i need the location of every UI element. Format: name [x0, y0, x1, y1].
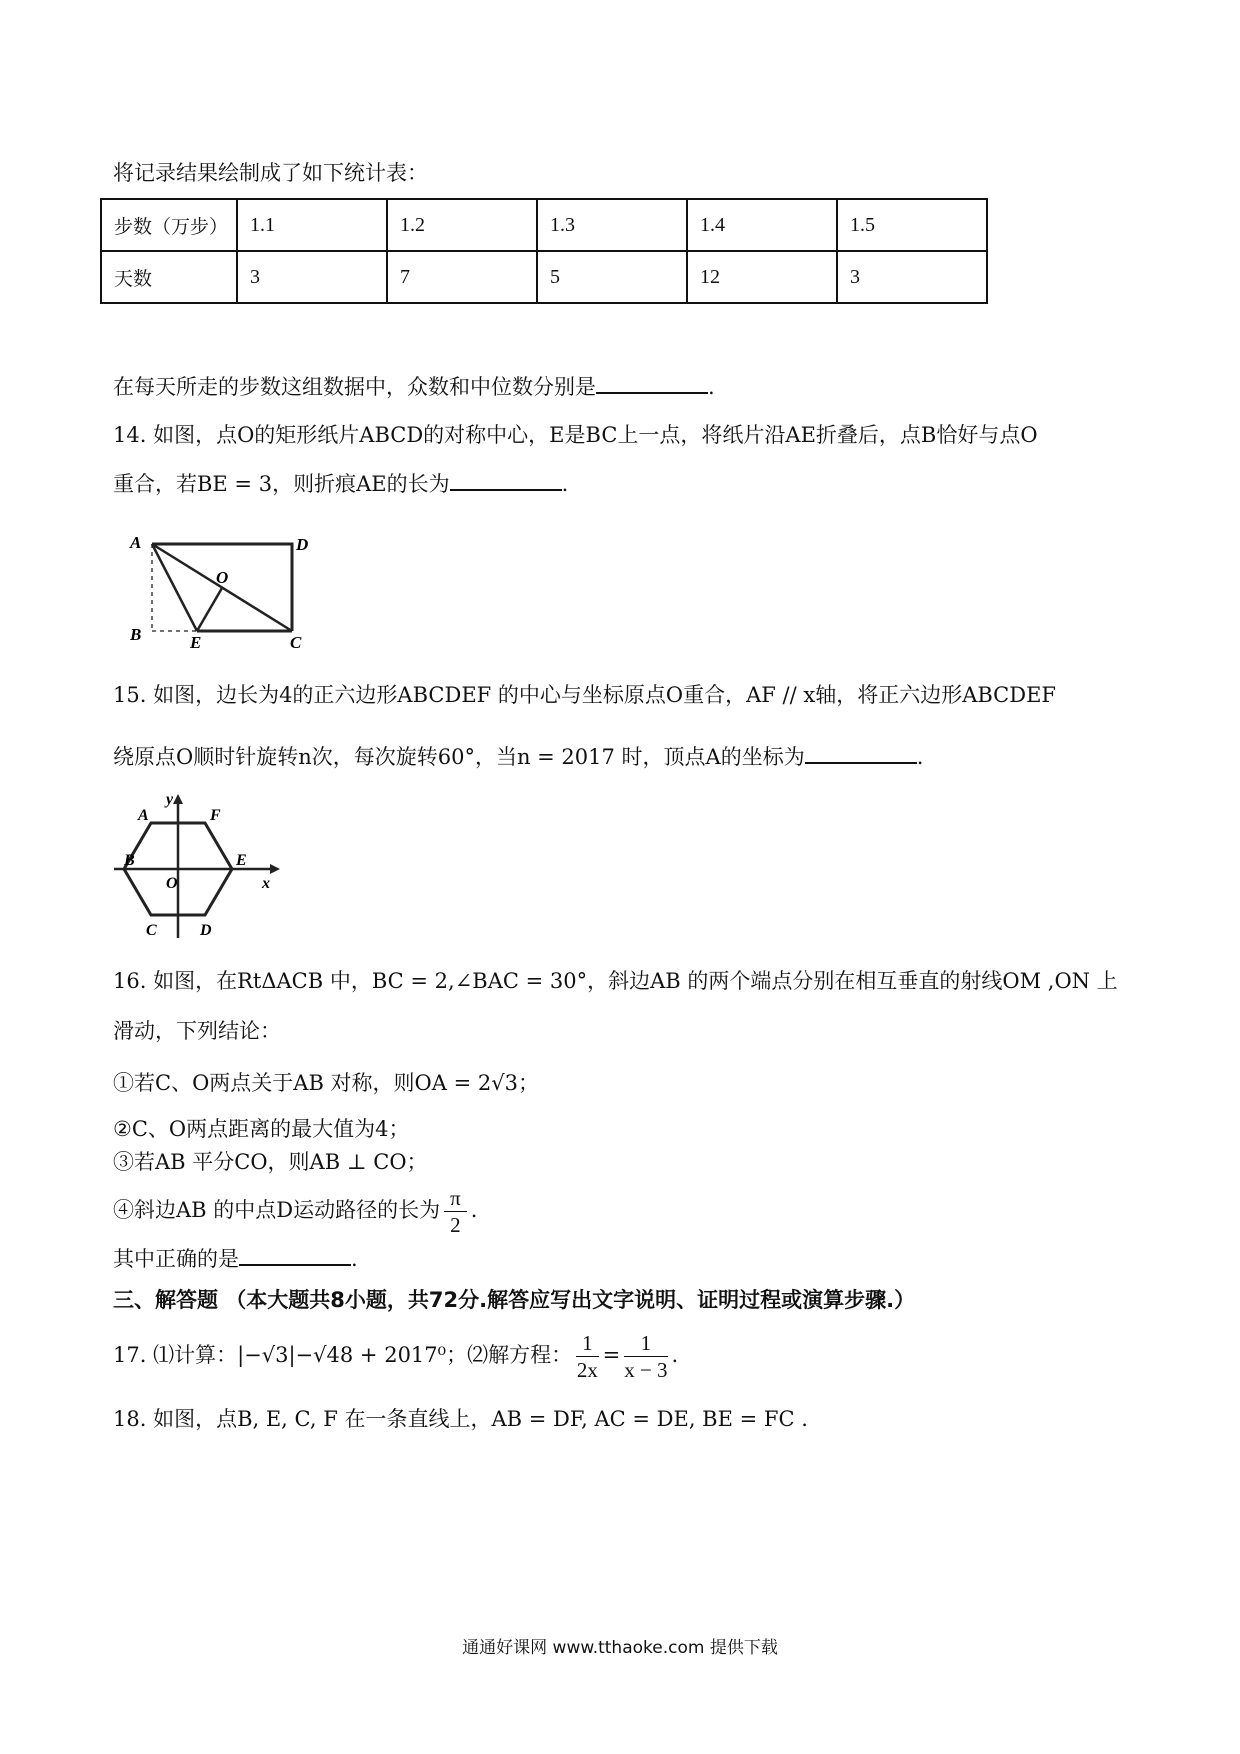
- answer-blank: [450, 467, 562, 491]
- table-cell: 1.4: [687, 199, 837, 251]
- fraction-denominator: 2: [450, 1213, 461, 1237]
- q15-line1: 15. 如图，边长为4的正六边形ABCDEF 的中心与坐标原点O重合，AF // x轴，将正六边形ABCDEF: [113, 683, 1056, 707]
- fraction-numerator: π: [444, 1185, 467, 1212]
- fraction-rhs: [624, 1330, 667, 1383]
- fig-label: D: [296, 535, 309, 554]
- section-heading: 三、解答题 （本大题共8小题，共72分.解答应写出文字说明、证明过程或演算步骤.）: [113, 1288, 916, 1312]
- footer: 通通好课网 www.tthaoke.com 提供下载: [462, 1638, 778, 1658]
- fig-label: E: [190, 633, 202, 648]
- stats-table: [100, 198, 988, 304]
- q14-figure: [120, 528, 320, 648]
- q16-conclusion-3: ③若AB 平分CO，则AB ⊥ CO；: [113, 1150, 428, 1174]
- fig-label: A: [138, 807, 149, 824]
- q17: 17. ⑴计算：|−√3|−√48 + 2017⁰；⑵解方程： $\frac{1}{2x}$ = $\frac{1}{x - 3}$ .: [113, 1331, 679, 1382]
- q16-line1: 16. 如图，在RtΔACB 中，BC = 2,∠BAC = 30°，斜边AB 的两个端点分别在相互垂直的射线OM ,ON 上: [113, 969, 1118, 993]
- q13-text: 在每天所走的步数这组数据中，众数和中位数分别是: [113, 375, 596, 399]
- q16-line2: 滑动，下列结论：: [113, 1019, 281, 1043]
- table-cell: 3: [237, 251, 387, 303]
- table-cell: 12: [687, 251, 837, 303]
- fig-label: D: [200, 922, 212, 939]
- fig-label: O: [216, 568, 229, 587]
- table-cell: 5: [537, 251, 687, 303]
- q17-text: 17. ⑴计算：|−√3|−√48 + 2017⁰；⑵解方程：: [113, 1343, 573, 1367]
- table-cell: 步数（万步）: [101, 199, 237, 251]
- q16-tail-text: 其中正确的是: [113, 1247, 239, 1271]
- q16-conclusion-2: ②C、O两点距离的最大值为4；: [113, 1117, 410, 1141]
- fig-label: A: [130, 533, 142, 552]
- fig-label: F: [210, 807, 221, 824]
- fraction-denominator: 2x: [576, 1358, 598, 1382]
- intro-text: 将记录结果绘制成了如下统计表：: [113, 161, 428, 185]
- table-row: [101, 199, 987, 251]
- table-cell: 1.2: [387, 199, 537, 251]
- x-arrow-icon: [270, 864, 280, 874]
- seg-eo: [197, 588, 222, 631]
- fig-label: x: [262, 875, 270, 892]
- q14-line1: 14. 如图，点O的矩形纸片ABCD的对称中心，E是BC上一点，将纸片沿AE折叠后，点B恰好与点O: [113, 423, 1038, 447]
- y-arrow-icon: [173, 794, 183, 804]
- q16-c4-text: ④斜边AB 的中点D运动路径的长为: [113, 1198, 441, 1222]
- table-cell: 1.1: [237, 199, 387, 251]
- fig-label: B: [124, 852, 135, 869]
- table-cell: 1.5: [837, 199, 987, 251]
- table-cell: 3: [837, 251, 987, 303]
- q15-figure: [112, 790, 282, 940]
- fig-label: O: [166, 875, 178, 892]
- q13-tail: 在每天所走的步数这组数据中，众数和中位数分别是 .: [113, 370, 715, 402]
- answer-blank: [596, 370, 708, 394]
- table-cell: 7: [387, 251, 537, 303]
- q14-line2: 重合，若BE = 3，则折痕AE的长为 .: [113, 467, 568, 499]
- fig-label: B: [130, 625, 142, 644]
- q15-line2: 绕原点O顺时针旋转n次，每次旋转60°，当n = 2017 时，顶点A的坐标为 .: [113, 740, 923, 772]
- q15-text: 绕原点O顺时针旋转n次，每次旋转60°，当n = 2017 时，顶点A的坐标为: [113, 745, 805, 769]
- fig-label: E: [236, 852, 247, 869]
- q14-text: 重合，若BE = 3，则折痕AE的长为: [113, 472, 450, 496]
- equals-sign: =: [602, 1343, 621, 1367]
- fig-label: C: [290, 633, 302, 648]
- table-row: [101, 251, 987, 303]
- fraction-denominator: x − 3: [624, 1358, 668, 1382]
- fraction-numerator: 1: [576, 1330, 599, 1357]
- answer-blank: [239, 1242, 351, 1266]
- diag-ac: [152, 544, 292, 631]
- fraction-lhs: [576, 1330, 599, 1383]
- fraction-pi-over-2: [444, 1185, 467, 1238]
- fig-label: y: [166, 791, 174, 808]
- table-cell: 1.3: [537, 199, 687, 251]
- answer-blank: [805, 740, 917, 764]
- q16-conclusion-4: ④斜边AB 的中点D运动路径的长为 $\frac{\pi}{2}$ .: [113, 1186, 478, 1237]
- q18: 18. 如图，点B, E, C, F 在一条直线上，AB = DF, AC = DE, BE = FC .: [113, 1407, 808, 1431]
- table-cell: 天数: [101, 251, 237, 303]
- q16-tail: 其中正确的是 .: [113, 1242, 358, 1274]
- fraction-numerator: 1: [624, 1330, 667, 1357]
- q16-conclusion-1: ①若C、O两点关于AB 对称，则OA = 2√3；: [113, 1071, 539, 1095]
- fig-label: C: [146, 922, 157, 939]
